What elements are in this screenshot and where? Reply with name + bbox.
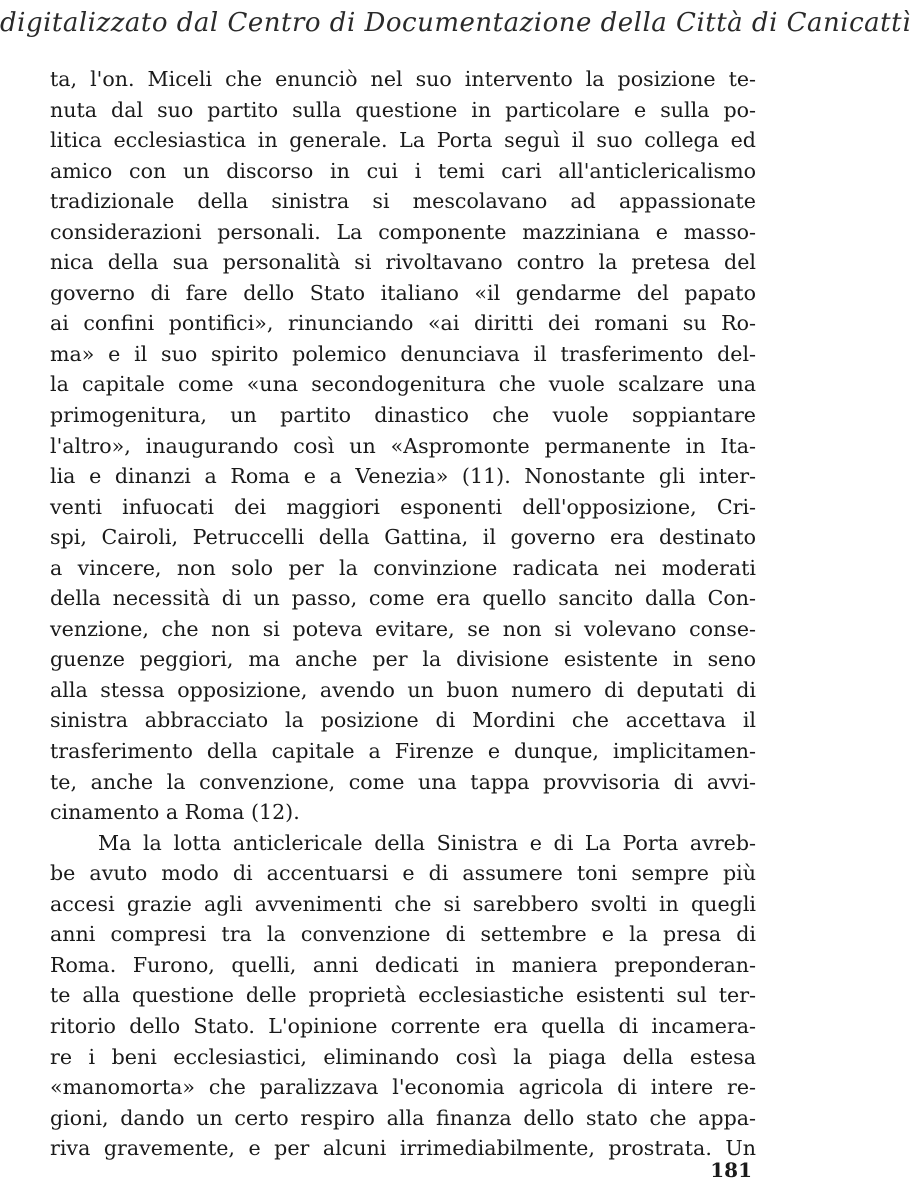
text-line: ta, l'on. Miceli che enunciò nel suo intervento la posizione te- <box>50 67 756 91</box>
text-line: amico con un discorso in cui i temi cari all'anticlericalismo <box>50 158 756 183</box>
text-line: accesi grazie agli avvenimenti che si sarebbero svolti in quegli <box>50 891 756 916</box>
paragraph-2 <box>50 828 756 1164</box>
text-line: l'altro», inaugurando così un «Aspromonte permanente in Ita- <box>50 433 756 458</box>
paragraph-1 <box>50 64 756 828</box>
digitization-watermark: digitalizzato dal Centro di Documentazione della Città di Canicattì <box>0 8 911 38</box>
text-line: be avuto modo di accentuarsi e di assumere toni sempre più <box>50 861 756 886</box>
text-line: Roma. Furono, quelli, anni dedicati in maniera preponderan- <box>50 952 756 977</box>
text-line: primogenitura, un partito dinastico che vuole soppiantare <box>50 403 756 428</box>
text-line: ritorio dello Stato. L'opinione corrente era quella di incamera- <box>50 1013 756 1038</box>
text-line: considerazioni personali. La componente mazziniana e masso- <box>50 219 756 244</box>
text-line: litica ecclesiastica in generale. La Porta seguì il suo collega ed <box>50 128 756 153</box>
text-line: gioni, dando un certo respiro alla finanza dello stato che appa- <box>50 1105 756 1130</box>
page-number: 181 <box>710 1158 752 1182</box>
text-line: a vincere, non solo per la convinzione radicata nei moderati <box>50 555 756 580</box>
text-line: re i beni ecclesiastici, eliminando così la piaga della estesa <box>50 1044 756 1069</box>
text-line: venzione, che non si poteva evitare, se non si volevano conse- <box>50 616 756 641</box>
text-line: della necessità di un passo, come era quello sancito dalla Con- <box>50 586 756 611</box>
text-line: trasferimento della capitale a Firenze e dunque, implicitamen- <box>50 739 756 764</box>
page-body <box>50 64 756 1164</box>
text-line: lia e dinanzi a Roma e a Venezia» (11). Nonostante gli inter- <box>50 464 756 489</box>
text-line: te, anche la convenzione, come una tappa provvisoria di avvi- <box>50 769 756 794</box>
text-line: «manomorta» che paralizzava l'economia agricola di intere re- <box>50 1075 756 1100</box>
text-line: ma» e il suo spirito polemico denunciava il trasferimento del- <box>50 341 756 366</box>
text-line: nuta dal suo partito sulla questione in particolare e sulla po- <box>50 97 756 122</box>
text-line: la capitale come «una secondogenitura che vuole scalzare una <box>50 372 756 397</box>
text-line: Ma la lotta anticlericale della Sinistra e di La Porta avreb- <box>98 830 756 855</box>
text-line: tradizionale della sinistra si mescolavano ad appassionate <box>50 189 756 214</box>
text-line: ai confini pontifici», rinunciando «ai diritti dei romani su Ro- <box>50 311 756 336</box>
text-line: guenze peggiori, ma anche per la divisione esistente in seno <box>50 647 756 672</box>
text-line: alla stessa opposizione, avendo un buon numero di deputati di <box>50 677 756 702</box>
text-line: sinistra abbracciato la posizione di Mordini che accettava il <box>50 708 756 733</box>
text-line: venti infuocati dei maggiori esponenti dell'opposizione, Cri- <box>50 494 756 519</box>
text-line: spi, Cairoli, Petruccelli della Gattina, il governo era destinato <box>50 525 756 550</box>
text-line: nica della sua personalità si rivoltavano contro la pretesa del <box>50 250 756 275</box>
text-line: riva gravemente, e per alcuni irrimediabilmente, prostrata. Un <box>50 1136 756 1161</box>
text-line: anni compresi tra la convenzione di settembre e la presa di <box>50 922 756 947</box>
text-line: te alla questione delle proprietà ecclesiastiche esistenti sul ter- <box>50 983 756 1008</box>
text-line: governo di fare dello Stato italiano «il gendarme del papato <box>50 280 756 305</box>
text-line: cinamento a Roma (12). <box>50 800 300 825</box>
